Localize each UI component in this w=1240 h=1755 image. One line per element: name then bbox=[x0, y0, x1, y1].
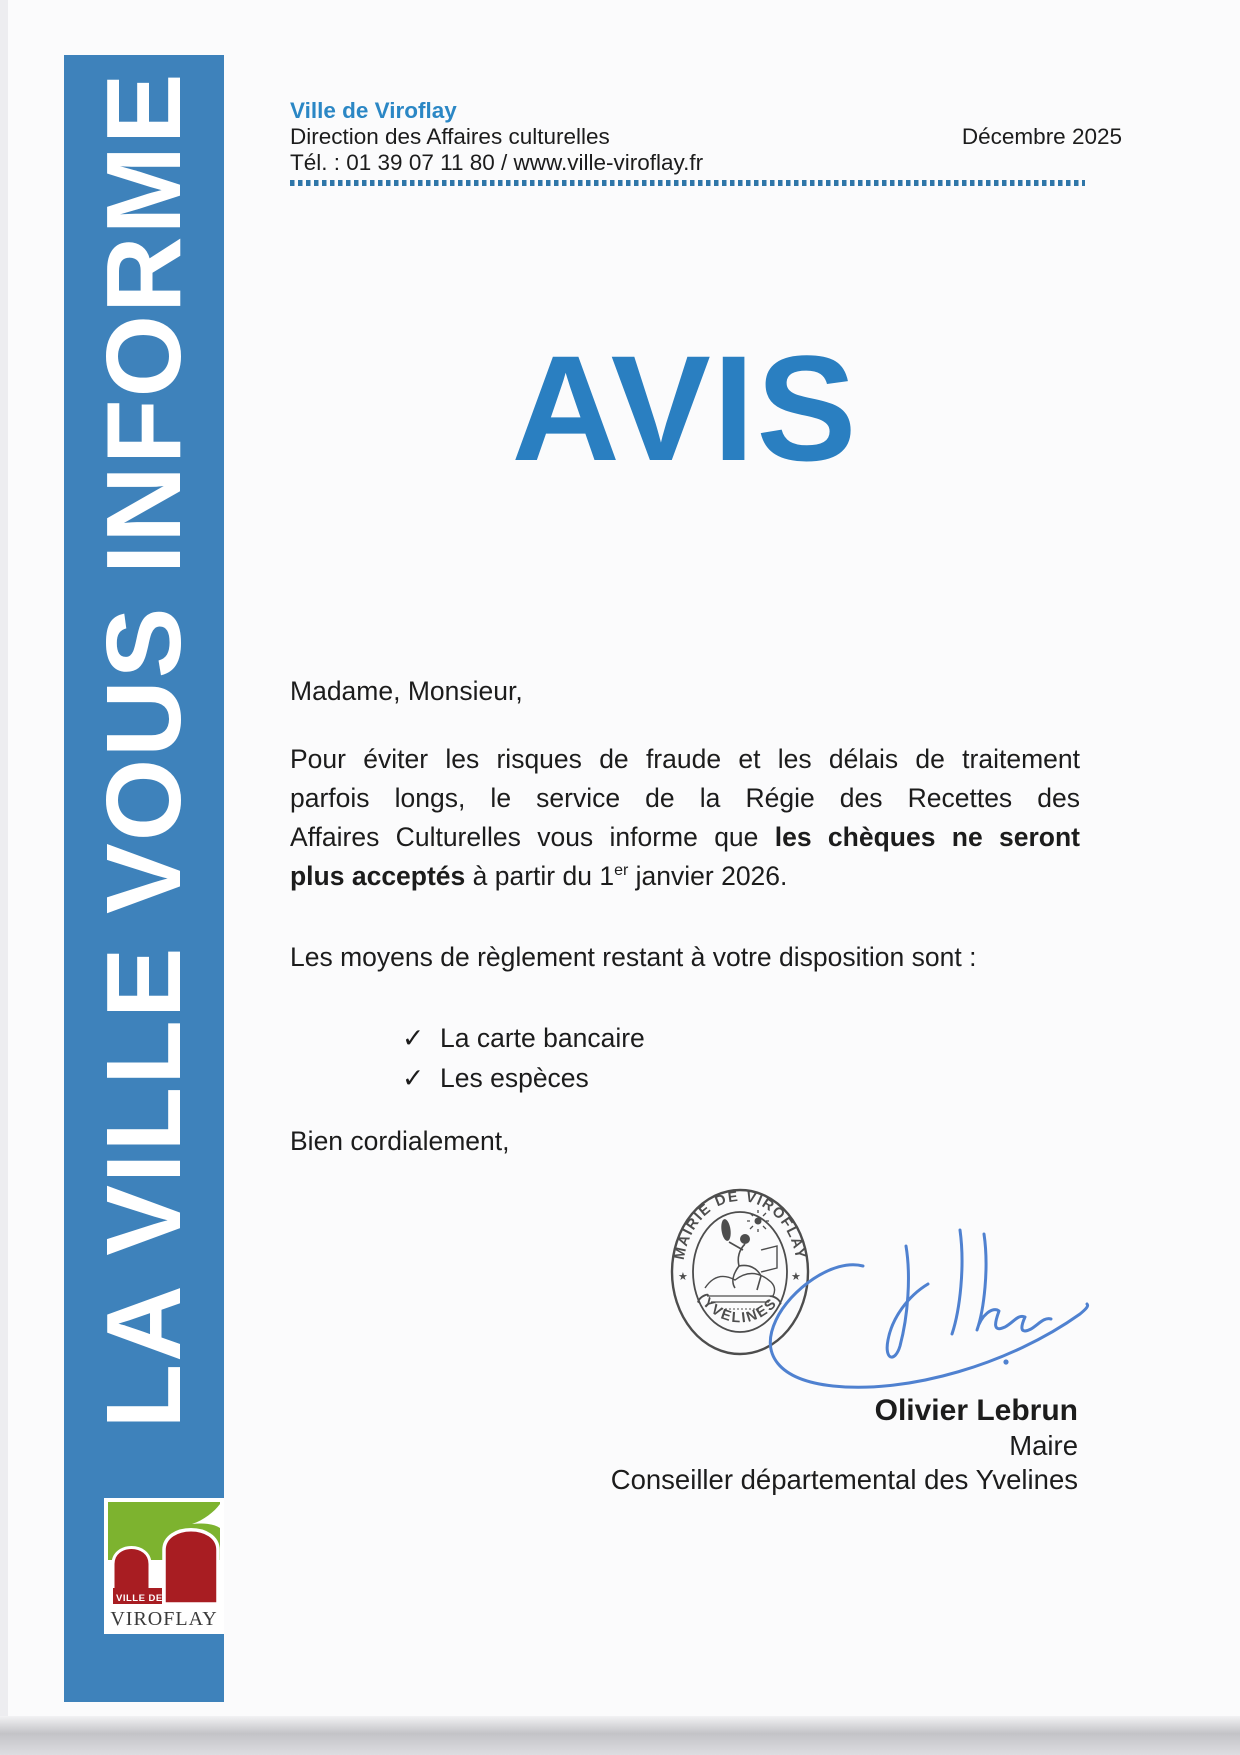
sidebar-banner-text: LA VILLE VOUS INFORME bbox=[84, 71, 203, 1429]
logo-left-arch bbox=[113, 1548, 150, 1591]
payment-intro: Les moyens de règlement restant à votre disposition sont : bbox=[290, 942, 977, 972]
header-date: Décembre 2025 bbox=[961, 124, 1122, 149]
paragraph-text: janvier 2026. bbox=[628, 861, 788, 891]
handwritten-signature bbox=[748, 1218, 1093, 1398]
paragraph-text: Affaires Culturelles vous informe que bbox=[290, 822, 775, 852]
signer-role-maire: Maire bbox=[1009, 1430, 1078, 1461]
scan-edge-left bbox=[0, 0, 8, 1755]
checkmark-icon: ✓ bbox=[402, 1023, 425, 1053]
ordinal-superscript: er bbox=[614, 862, 629, 880]
paragraph-text: parfois longs, le service de la Régie des Recettes des bbox=[290, 783, 1080, 813]
header-contact: Tél. : 01 39 07 11 80 / www.ville-viroflay.fr bbox=[290, 150, 704, 175]
dotted-rule bbox=[290, 180, 1085, 186]
main-paragraph bbox=[290, 740, 1080, 896]
signature-letter-stroke bbox=[952, 1230, 962, 1334]
paragraph-line-2 bbox=[290, 779, 1080, 818]
salutation: Madame, Monsieur, bbox=[290, 676, 523, 706]
signer-name: Olivier Lebrun bbox=[874, 1394, 1078, 1427]
signature-letter-stroke bbox=[977, 1234, 1051, 1331]
signer-block bbox=[490, 1392, 1078, 1497]
header-organization: Ville de Viroflay bbox=[290, 98, 457, 123]
list-item-label: Les espèces bbox=[440, 1063, 589, 1093]
list-item-label: La carte bancaire bbox=[440, 1023, 645, 1053]
closing-formula: Bien cordialement, bbox=[290, 1126, 510, 1156]
seal-bottom-text: (YVELINES) bbox=[694, 1290, 786, 1327]
signature-dot bbox=[1003, 1359, 1008, 1364]
list-item bbox=[402, 1018, 645, 1058]
paragraph-line-4 bbox=[290, 857, 1080, 896]
checkmark-icon: ✓ bbox=[402, 1063, 425, 1093]
paragraph-bold-text: plus acceptés bbox=[290, 861, 466, 891]
logo-city-name: VIROFLAY bbox=[110, 1608, 218, 1630]
paragraph-line-3 bbox=[290, 818, 1080, 857]
seal-top-text: MAIRIE DE VIROFLAY bbox=[671, 1188, 809, 1262]
notice-title: AVIS bbox=[511, 324, 859, 492]
paragraph-bold-text: les chèques ne seront bbox=[774, 822, 1080, 852]
payment-list bbox=[402, 1018, 645, 1098]
viroflay-logo bbox=[104, 1498, 224, 1634]
signer-role-conseiller: Conseiller départemental des Yvelines bbox=[610, 1464, 1078, 1495]
seal-star-left-icon: ★ bbox=[678, 1271, 688, 1283]
seal-star-right-icon: ★ bbox=[791, 1271, 801, 1283]
paragraph-line-1 bbox=[290, 740, 1080, 779]
header-department: Direction des Affaires culturelles bbox=[290, 124, 610, 149]
signature-letter-stroke bbox=[887, 1246, 928, 1357]
logo-top-label: VILLE DE bbox=[116, 1593, 163, 1604]
logo-right-arch bbox=[164, 1530, 218, 1604]
list-item bbox=[402, 1058, 645, 1098]
paragraph-text: à partir du 1 bbox=[465, 861, 615, 891]
paragraph-text: Pour éviter les risques de fraude et les délais de traitement bbox=[290, 744, 1080, 774]
scan-edge-bottom bbox=[0, 1716, 1240, 1755]
